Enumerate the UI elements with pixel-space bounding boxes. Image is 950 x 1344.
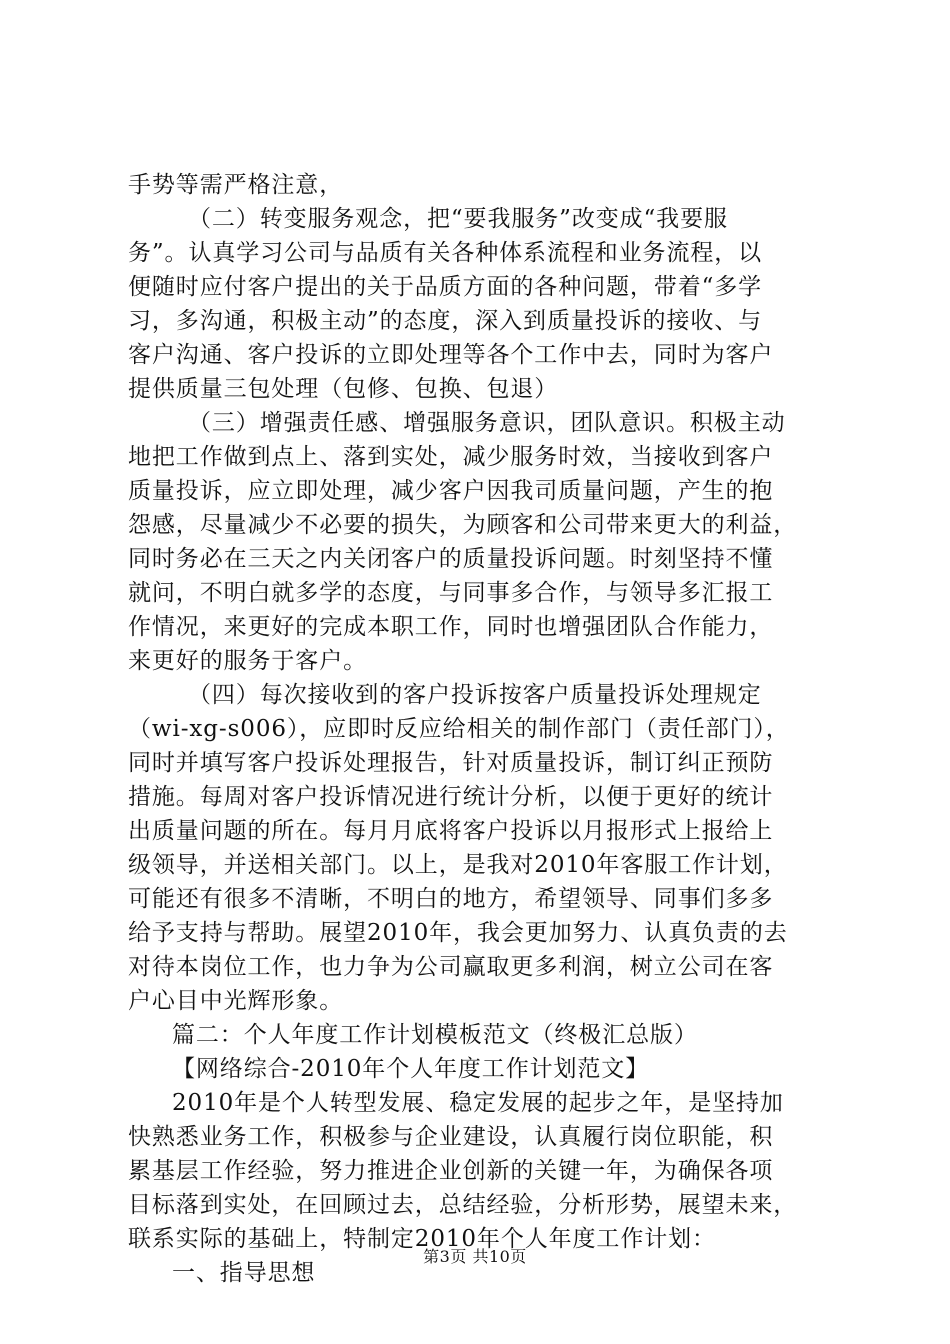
text-line: 一、指导思想 [172, 1260, 316, 1286]
text-line: 提供质量三包处理（包修、包换、包退） [128, 376, 559, 402]
text-line: （四）每次接收到的客户投诉按客户质量投诉处理规定 [188, 682, 762, 708]
text-line: （wi-xg-s006），应即时反应给相关的制作部门（责任部门）， [128, 716, 790, 742]
text-line: 地把工作做到点上、落到实处，减少服务时效，当接收到客户 [128, 444, 774, 470]
text-line: 联系实际的基础上，特制定2010年个人年度工作计划： [128, 1226, 716, 1252]
text-line: 作情况，来更好的完成本职工作，同时也增强团队合作能力， [128, 614, 774, 640]
text-line: 可能还有很多不清晰，不明白的地方，希望领导、同事们多多 [128, 886, 774, 912]
text-line: 快熟悉业务工作，积极参与企业建设，认真履行岗位职能，积 [128, 1124, 774, 1150]
text-line: 习，多沟通，积极主动”的态度，深入到质量投诉的接收、与 [128, 308, 763, 334]
text-line: 质量投诉，应立即处理，减少客户因我司质量问题，产生的抱 [128, 478, 774, 504]
text-line: 目标落到实处，在回顾过去，总结经验，分析形势，展望未来， [128, 1192, 798, 1218]
text-line: 对待本岗位工作，也力争为公司赢取更多利润，树立公司在客 [128, 954, 774, 980]
text-line: 便随时应付客户提出的关于品质方面的各种问题，带着“多学 [128, 274, 763, 300]
page-number: 第3页 共10页 [423, 1247, 527, 1266]
text-line: （三）增强责任感、增强服务意识，团队意识。积极主动 [188, 410, 786, 436]
text-line: 来更好的服务于客户。 [128, 648, 367, 674]
text-line: 务”。认真学习公司与品质有关各种体系流程和业务流程，以 [128, 240, 763, 266]
text-line: 就问，不明白就多学的态度，与同事多合作，与领导多汇报工 [128, 580, 774, 606]
text-line: 2010年是个人转型发展、稳定发展的起步之年，是坚持加 [172, 1090, 784, 1116]
text-line: 户心目中光辉形象。 [128, 988, 344, 1014]
text-line: 措施。每周对客户投诉情况进行统计分析，以便于更好的统计 [128, 784, 774, 810]
text-line: 累基层工作经验，努力推进企业创新的关键一年，为确保各项 [128, 1158, 774, 1184]
text-line: 级领导，并送相关部门。以上，是我对2010年客服工作计划， [128, 852, 788, 878]
text-line: （二）转变服务观念，把“要我服务”改变成“我要服 [188, 206, 728, 232]
text-line: 篇二：个人年度工作计划模板范文（终极汇总版） [172, 1022, 698, 1048]
text-line: 客户沟通、客户投诉的立即处理等各个工作中去，同时为客户 [128, 342, 774, 368]
text-line: 怨感，尽量减少不必要的损失，为顾客和公司带来更大的利益， [128, 512, 798, 538]
text-line: 【网络综合-2010年个人年度工作计划范文】 [172, 1056, 650, 1082]
text-line: 同时务必在三天之内关闭客户的质量投诉问题。时刻坚持不懂 [128, 546, 774, 572]
text-line: 给予支持与帮助。展望2010年，我会更加努力、认真负责的去 [128, 920, 788, 946]
text-line: 同时并填写客户投诉处理报告，针对质量投诉，制订纠正预防 [128, 750, 774, 776]
text-line: 手势等需严格注意， [128, 172, 344, 198]
text-line: 出质量问题的所在。每月月底将客户投诉以月报形式上报给上 [128, 818, 774, 844]
